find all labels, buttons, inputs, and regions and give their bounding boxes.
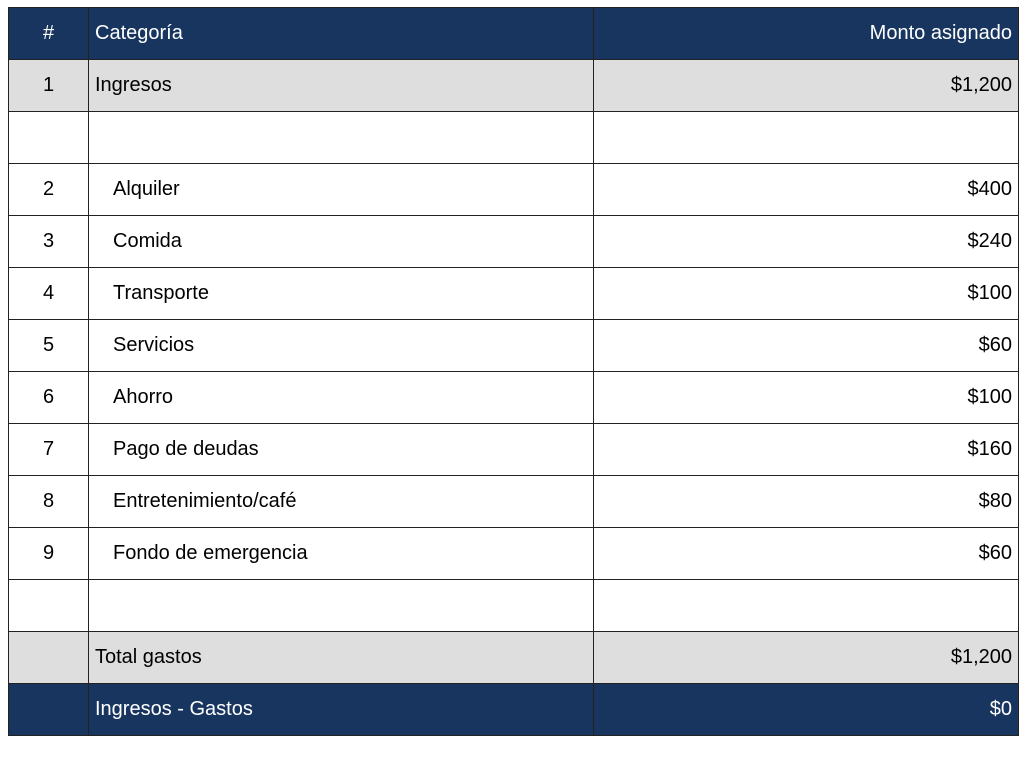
- row-category: Alquiler: [89, 164, 594, 216]
- header-row: [9, 8, 1019, 60]
- empty-cell: [89, 112, 594, 164]
- row-amount: $1,200: [594, 60, 1019, 112]
- header-amount: Monto asignado: [594, 8, 1019, 60]
- row-amount: $60: [594, 528, 1019, 580]
- expense-row: [9, 216, 1019, 268]
- row-amount: $400: [594, 164, 1019, 216]
- balance-label: Ingresos - Gastos: [89, 684, 594, 736]
- row-number: 7: [9, 424, 89, 476]
- empty-cell: [89, 580, 594, 632]
- row-amount: $80: [594, 476, 1019, 528]
- row-number: 8: [9, 476, 89, 528]
- empty-cell: [594, 112, 1019, 164]
- header-number: #: [9, 8, 89, 60]
- expense-row: [9, 424, 1019, 476]
- balance-amount: $0: [594, 684, 1019, 736]
- empty-cell: [9, 632, 89, 684]
- empty-row: [9, 580, 1019, 632]
- row-number: 9: [9, 528, 89, 580]
- empty-row: [9, 112, 1019, 164]
- row-number: 4: [9, 268, 89, 320]
- expense-row: [9, 372, 1019, 424]
- expense-row: [9, 268, 1019, 320]
- total-label: Total gastos: [89, 632, 594, 684]
- header-category: Categoría: [89, 8, 594, 60]
- row-category: Comida: [89, 216, 594, 268]
- income-row: [9, 60, 1019, 112]
- empty-cell: [594, 580, 1019, 632]
- row-category: Ingresos: [89, 60, 594, 112]
- row-amount: $100: [594, 372, 1019, 424]
- row-number: 2: [9, 164, 89, 216]
- row-category: Transporte: [89, 268, 594, 320]
- total-amount: $1,200: [594, 632, 1019, 684]
- balance-row: [9, 684, 1019, 736]
- row-number: 1: [9, 60, 89, 112]
- row-amount: $60: [594, 320, 1019, 372]
- row-amount: $100: [594, 268, 1019, 320]
- row-number: 3: [9, 216, 89, 268]
- expense-row: [9, 476, 1019, 528]
- row-number: 6: [9, 372, 89, 424]
- expense-row: [9, 164, 1019, 216]
- empty-cell: [9, 684, 89, 736]
- row-amount: $240: [594, 216, 1019, 268]
- budget-table: [8, 7, 1019, 736]
- row-category: Pago de deudas: [89, 424, 594, 476]
- empty-cell: [9, 112, 89, 164]
- empty-cell: [9, 580, 89, 632]
- row-category: Fondo de emergencia: [89, 528, 594, 580]
- total-row: [9, 632, 1019, 684]
- row-category: Servicios: [89, 320, 594, 372]
- row-category: Entretenimiento/café: [89, 476, 594, 528]
- row-number: 5: [9, 320, 89, 372]
- expense-row: [9, 320, 1019, 372]
- row-category: Ahorro: [89, 372, 594, 424]
- row-amount: $160: [594, 424, 1019, 476]
- expense-row: [9, 528, 1019, 580]
